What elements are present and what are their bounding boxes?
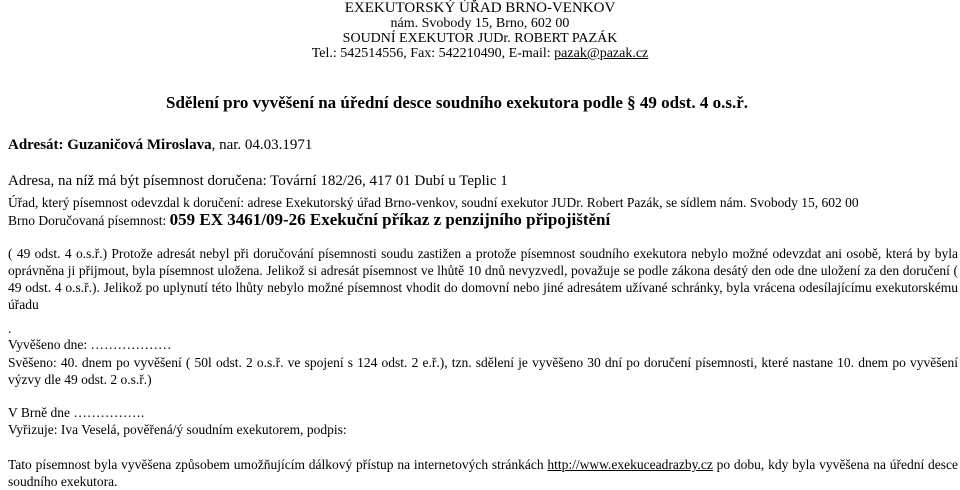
- addressee-name: Guzaničová Miroslava: [67, 137, 212, 153]
- online-notice-prefix: Tato písemnost byla vyvěšena způsobem umožňujícím dálkový přístup na internetových stránkách: [8, 457, 548, 472]
- online-notice: [8, 456, 958, 490]
- office-header: [0, 0, 960, 61]
- exekuce-link[interactable]: http://www.exekuceadrazby.cz: [547, 457, 713, 472]
- contact-phones: Tel.: 542514556, Fax: 542210490, E-mail:: [311, 46, 555, 61]
- addressee-line: [8, 137, 312, 154]
- removal-dates: Svěšeno: 40. dnem po vyvěšení ( 50l odst. 2 o.s.ř. ve spojení s 124 odst. 2 e.ř.), tzn. sdělení je vyvěšeno 30 dní po doručení písemnosti, které nastane 10. dnem po vyvěšení výzvy dle 49 odst. 2 o.s.ř.): [8, 355, 958, 387]
- delivery-address: Adresa, na níž má být písemnost doručena: Tovární 182/26, 417 01 Dubí u Teplic 1: [8, 173, 508, 189]
- contact-line: [0, 46, 960, 61]
- delivery-explanation: ( 49 odst. 4 o.s.ř.) Protože adresát nebyl při doručování písemnosti soudu zastižen a protože písemnost soudního exekutora nebylo možné odevzdat ani osobě, která by byla oprávněna ji přijmout, byla písemnost uložena. Jelikož si adresát písemnost ve lhůtě 10 dnů nevyzvedl, považuje se podle zákona desátý den ode dne uložení za den doručení ( 49 odst. 4 o.s.ř.). Jelikož po uplynutí této lhůty nebylo možné písemnost vhodit do domovní nebo jiné adresátem užívané schránky, byla vrácena odesílajícímu exekutorskému úřadu: [8, 246, 958, 312]
- office-name: EXEKUTORSKÝ ÚŘAD BRNO-VENKOV: [344, 0, 616, 16]
- separator-dot: .: [8, 321, 12, 336]
- document-line: [8, 211, 610, 229]
- addressee-birth: , nar. 04.03.1971: [211, 137, 313, 153]
- notice-title: Sdělení pro vyvěšení na úřední desce soudního exekutora podle § 49 odst. 4 o.s.ř.: [166, 93, 749, 112]
- handler-signature: Vyřizuje: Iva Veselá, pověřená/ý soudním exekutorem, podpis:: [8, 422, 347, 437]
- city-date: V Brně dne …………….: [8, 405, 145, 420]
- addressee-label: Adresát:: [8, 137, 68, 153]
- sending-office: Úřad, který písemnost odevzdal k doručení: adrese Exekutorský úřad Brno-venkov, soudní exekutor JUDr. Robert Pazák, se sídlem nám. Svobody 15, 602 00: [8, 195, 859, 210]
- document-title: 059 EX 3461/09-26 Exekuční příkaz z penzijního připojištění: [169, 210, 611, 229]
- posted-date: Vyvěšeno dne: ………………: [8, 337, 172, 352]
- online-notice-suffix: po dobu, kdy byla vyvěšena na úřední desce soudního exekutora.: [8, 457, 958, 489]
- email-link[interactable]: pazak@pazak.cz: [554, 46, 649, 61]
- executor-name: SOUDNÍ EXEKUTOR JUDr. ROBERT PAZÁK: [342, 31, 618, 46]
- document-line-prefix: Brno Doručovaná písemnost:: [8, 213, 170, 228]
- office-address: nám. Svobody 15, Brno, 602 00: [390, 16, 570, 31]
